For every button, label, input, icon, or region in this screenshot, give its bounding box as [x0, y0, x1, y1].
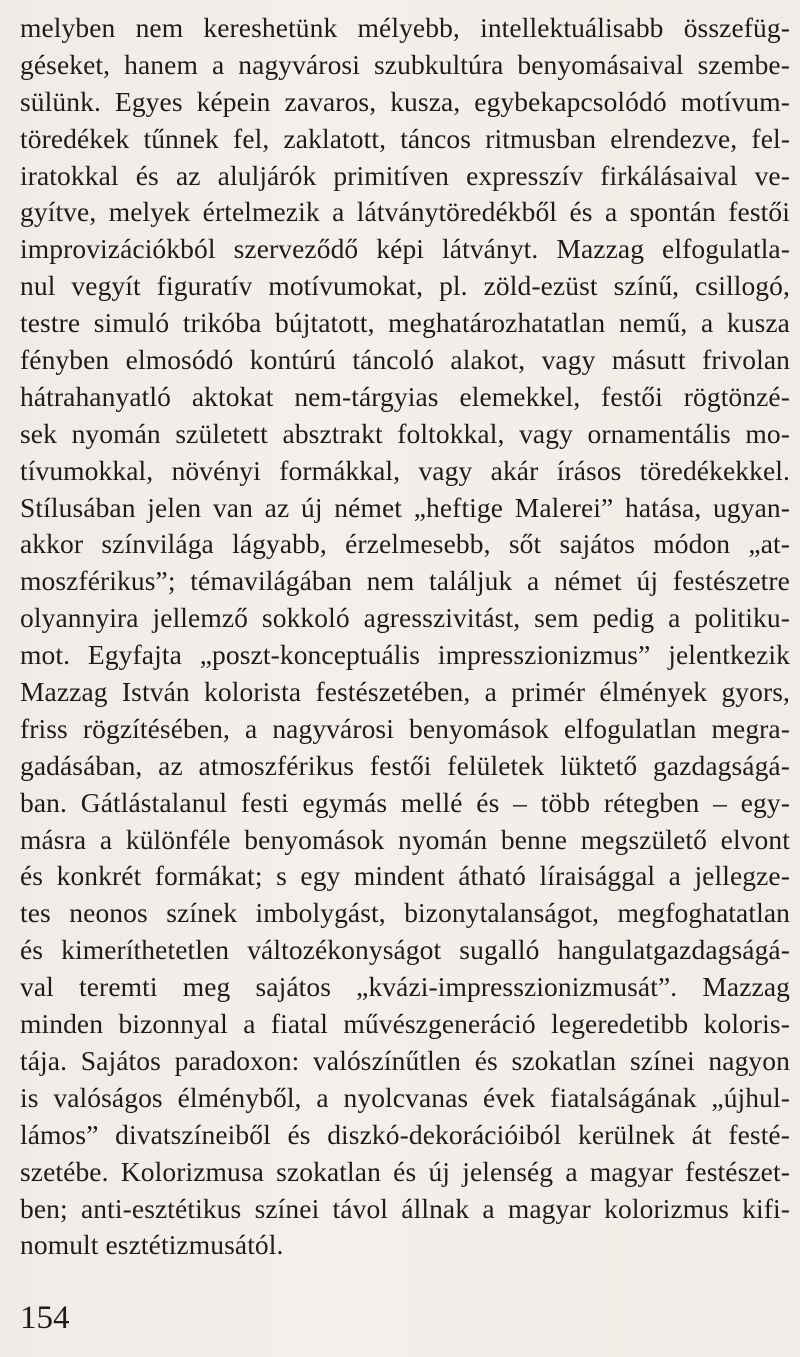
text-line: melyben nem kereshetünk mélyebb, intellektuálisabb összefüg- — [20, 12, 790, 43]
text-line: olyannyira jellemző sokkoló agresszivitást, sem pedig a politiku- — [20, 602, 790, 634]
text-line: improvizációkból szerveződő képi látványt. Mazzag elfogulatla- — [20, 233, 790, 265]
text-line: sülünk. Egyes képein zavaros, kusza, egybekapcsolódó motívum- — [20, 85, 790, 117]
text-line: géseket, hanem a nagyvárosi szubkultúra benyomásaival szembe- — [20, 48, 790, 80]
text-line: minden bizonnyal a fiatal művészgeneráció legeredetibb koloris- — [20, 1008, 790, 1040]
text-line: Mazzag István kolorista festészetében, a primér élmények gyors, — [20, 676, 790, 708]
text-line: val teremti meg sajátos „kvázi-impresszionizmusát”. Mazzag — [20, 971, 790, 1003]
text-line: nomult esztétizmusától. — [20, 1229, 284, 1261]
text-line: fényben elmosódó kontúrú táncoló alakot, vagy másutt frivolan — [20, 344, 790, 376]
text-line: iratokkal és az aluljárók primitíven expresszív firkálásaival ve- — [20, 159, 790, 191]
text-line: töredékek tűnnek fel, zaklatott, táncos ritmusban elrendezve, fel- — [20, 122, 790, 154]
text-line: lámos” divatszíneiből és diszkó-dekorációiból kerülnek át festé- — [20, 1118, 790, 1150]
text-line: gyítve, melyek értelmezik a látványtöredékből és a spontán festői — [20, 196, 790, 228]
text-line: mot. Egyfajta „poszt-konceptuális impresszionizmus” jelentkezik — [20, 639, 790, 671]
text-line: és kimeríthetetlen változékonyságot sugalló hangulatgazdagságá- — [20, 934, 790, 966]
text-line: ben; anti-esztétikus színei távol állnak a magyar kolorizmus kifi- — [20, 1192, 790, 1224]
text-line: szetébe. Kolorizmusa szokatlan és új jelenség a magyar festészet- — [20, 1155, 790, 1187]
text-line: sek nyomán született absztrakt foltokkal, vagy ornamentális mo- — [20, 417, 790, 449]
text-line: moszférikus”; témavilágában nem találjuk a német új festészetre — [20, 565, 790, 597]
text-line: másra a különféle benyomások nyomán benne megszülető elvont — [20, 823, 790, 855]
text-line: gadásában, az atmoszférikus festői felületek lüktető gazdagságá- — [20, 749, 790, 781]
text-line: Stílusában jelen van az új német „heftige Malerei” hatása, ugyan- — [20, 491, 790, 523]
text-line: is valóságos élményből, a nyolcvanas évek fiatalságának „újhul- — [20, 1081, 790, 1113]
text-line: ban. Gátlástalanul festi egymás mellé és – több rétegben – egy- — [20, 786, 790, 818]
page-number: 154 — [20, 1300, 70, 1336]
text-line: tája. Sajátos paradoxon: valószínűtlen és szokatlan színei nagyon — [20, 1044, 790, 1076]
text-line: hátrahanyatló aktokat nem-tárgyias elemekkel, festői rögtönzé- — [20, 380, 790, 412]
text-line: tes neonos színek imbolygást, bizonytalanságot, megfoghatatlan — [20, 897, 790, 929]
text-line: és konkrét formákat; s egy mindent átható líraisággal a jellegze- — [20, 860, 790, 892]
text-line: testre simuló trikóba bújtatott, meghatározhatatlan nemű, a kusza — [20, 307, 790, 339]
text-line: nul vegyít figuratív motívumokat, pl. zöld-ezüst színű, csillogó, — [20, 270, 790, 302]
body-text — [20, 10, 790, 1264]
text-line: akkor színvilága lágyabb, érzelmesebb, sőt sajátos módon „at- — [20, 528, 790, 560]
text-line: tívumokkal, növényi formákkal, vagy akár írásos töredékekkel. — [20, 454, 790, 486]
text-line: friss rögzítésében, a nagyvárosi benyomások elfogulatlan megra- — [20, 712, 790, 744]
